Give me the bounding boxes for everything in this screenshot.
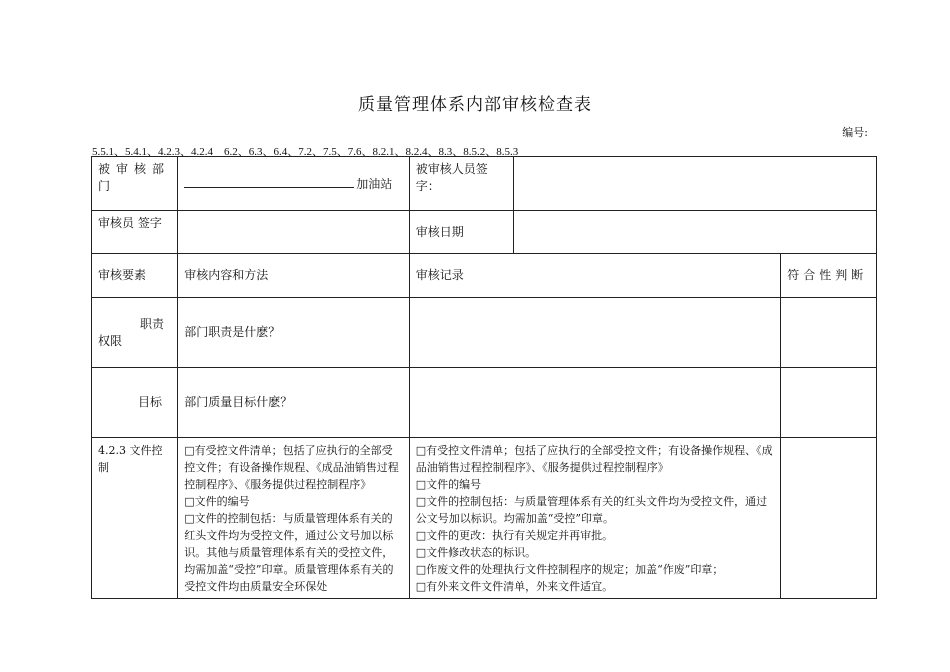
table-row <box>92 368 877 438</box>
auditor-sign-label: 审核员 签字 <box>92 211 178 254</box>
auditee-sign-field[interactable] <box>513 157 876 211</box>
auditee-sign-label: 被审核人员签字： <box>409 157 513 211</box>
audited-dept-field[interactable] <box>178 157 410 211</box>
record-line: □作废文件的处理执行文件控制程序的规定；加盖“作废”印章； <box>415 563 724 576</box>
column-header-record: 审核记录 <box>409 254 780 298</box>
clause-list: 5.5.1、5.4.1、4.2.3、4.2.4 6.2、6.3、6.4、7.2、7.5、7.6、8.2.1、8.2.4、8.3、8.5.2、8.5.3 <box>92 146 519 158</box>
record-line: □文件的控制包括：与质量管理体系有关的红头文件均为受控文件，通过公文号加以标识。均需加盖“受控”印章。 <box>415 495 768 525</box>
audit-date-label: 审核日期 <box>409 211 513 254</box>
content-line: □文件的控制包括：与质量管理体系有关的红头文件均为受控文件，通过公文号加以标识。其他与质量管理体系有关的受控文件，均需加盖“受控”印章。质量管理体系有关的受控文件均由质量安全环保处 <box>184 512 394 593</box>
document-number-label: 编号: <box>842 126 868 139</box>
column-header-judgement: 符合性判断 <box>781 254 877 298</box>
element-cell <box>92 298 178 368</box>
content-cell: 部门职责是什麽？ <box>178 298 410 368</box>
audited-dept-label: 被审核部门 <box>92 157 178 211</box>
station-suffix: 加油站 <box>356 176 393 191</box>
record-line: □文件修改状态的标识。 <box>415 546 537 559</box>
content-line: □有受控文件清单；包括了应执行的全部受控文件；有设备操作规程、《成品油销售过程控制程序》、《服务提供过程控制程序》 <box>184 444 399 491</box>
judgement-cell[interactable] <box>781 368 877 438</box>
header-row-auditor <box>92 211 877 254</box>
element-cell: 4.2.3 文件控制 <box>92 438 178 599</box>
table-row-doc-control <box>92 438 877 599</box>
judgement-cell[interactable] <box>781 298 877 368</box>
record-cell <box>409 438 780 599</box>
element-cell: 目标 <box>92 368 178 438</box>
record-cell[interactable] <box>409 368 780 438</box>
element-label: 职责权限 <box>98 316 165 348</box>
column-header-element: 审核要素 <box>92 254 178 298</box>
audit-checklist-table <box>91 156 877 599</box>
page-title: 质量管理体系内部审核检查表 <box>358 95 592 115</box>
judgement-cell[interactable] <box>781 438 877 599</box>
column-header-content: 审核内容和方法 <box>178 254 410 298</box>
record-line: □文件的编号 <box>415 478 482 491</box>
auditor-sign-field[interactable] <box>178 211 410 254</box>
audit-date-field[interactable] <box>513 211 876 254</box>
record-line: □有受控文件清单；包括了应执行的全部受控文件；有设备操作规程、《成品油销售过程控制程序》、《服务提供过程控制程序》 <box>415 444 773 474</box>
record-line: □文件的更改：执行有关规定并再审批。 <box>415 529 614 542</box>
content-line: □文件的编号 <box>184 495 250 508</box>
column-header-row <box>92 254 877 298</box>
header-row-dept <box>92 157 877 211</box>
record-line: □有外来文件文件清单，外来文件适宜。 <box>415 580 614 593</box>
table-row <box>92 298 877 368</box>
station-name-blank[interactable] <box>184 175 354 188</box>
content-cell: 部门质量目标什麽？ <box>178 368 410 438</box>
content-cell <box>178 438 410 599</box>
record-cell[interactable] <box>409 298 780 368</box>
